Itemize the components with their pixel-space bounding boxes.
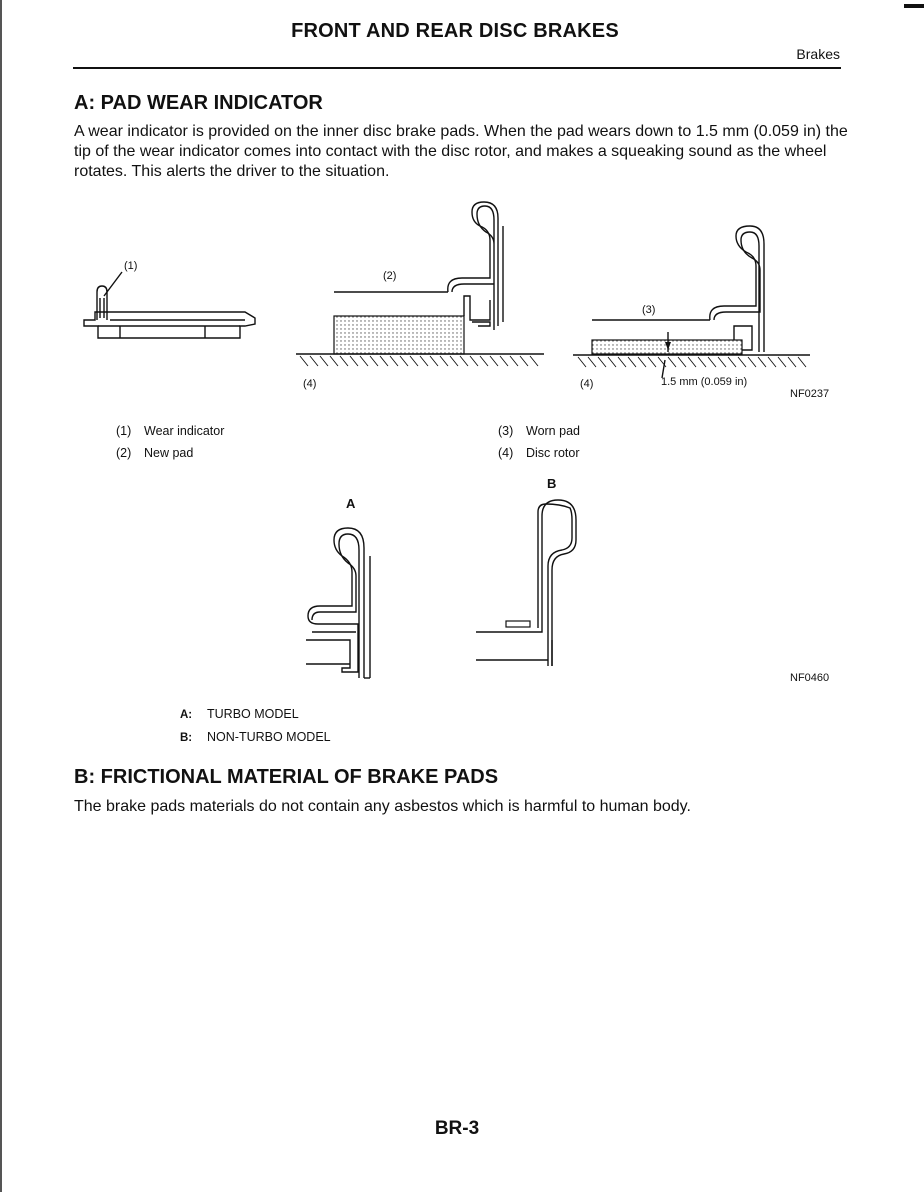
legend-item: (4) Disc rotor: [498, 446, 580, 460]
legend-item: (1) Wear indicator: [116, 424, 225, 438]
rotor-hatching-right: [578, 357, 806, 367]
turbo-indicator-drawing: [306, 528, 370, 678]
non-turbo-indicator-drawing: [476, 500, 576, 666]
label-a-turbo: A: [346, 496, 356, 511]
label-disc-rotor-right: (4): [580, 378, 594, 390]
label-worn-pad: (3): [642, 304, 656, 316]
section-b-heading: B: FRICTIONAL MATERIAL OF BRAKE PADS: [74, 766, 499, 788]
figure1-code: NF0237: [790, 388, 830, 400]
page-number: BR-3: [434, 1118, 480, 1139]
section-b-body: The brake pads materials do not contain any asbestos which is harmful to human body.: [74, 798, 691, 815]
label-wear-indicator: (1): [124, 260, 138, 272]
new-pad-drawing: [296, 202, 544, 366]
section-name: Brakes: [796, 46, 840, 62]
section-a-heading: A: PAD WEAR INDICATOR: [74, 92, 323, 114]
page-title: FRONT AND REAR DISC BRAKES: [291, 20, 619, 42]
label-b-non-turbo: B: [547, 476, 557, 491]
legend-item: (3) Worn pad: [498, 424, 580, 438]
section-a-body: A wear indicator is provided on the inner disc brake pads. When the pad wears down to 1.5 mm (0.059 in) the tip of the wear indicator comes into contact with the disc rotor, and makes a squeaking sound as the wheel rotates. This alerts the driver to the situation.: [74, 123, 848, 180]
legend-item: (2) New pad: [116, 446, 194, 460]
rotor-hatching-middle: [300, 356, 538, 366]
legend-item: B: NON-TURBO MODEL: [180, 730, 331, 744]
dimension-label: 1.5 mm (0.059 in): [661, 376, 748, 388]
label-new-pad: (2): [383, 270, 397, 282]
figure2-code: NF0460: [790, 672, 830, 684]
worn-pad-drawing: [573, 226, 810, 378]
brake-pad-drawing: [84, 272, 255, 338]
label-disc-rotor-middle: (4): [303, 378, 317, 390]
legend-item: A: TURBO MODEL: [180, 707, 299, 721]
